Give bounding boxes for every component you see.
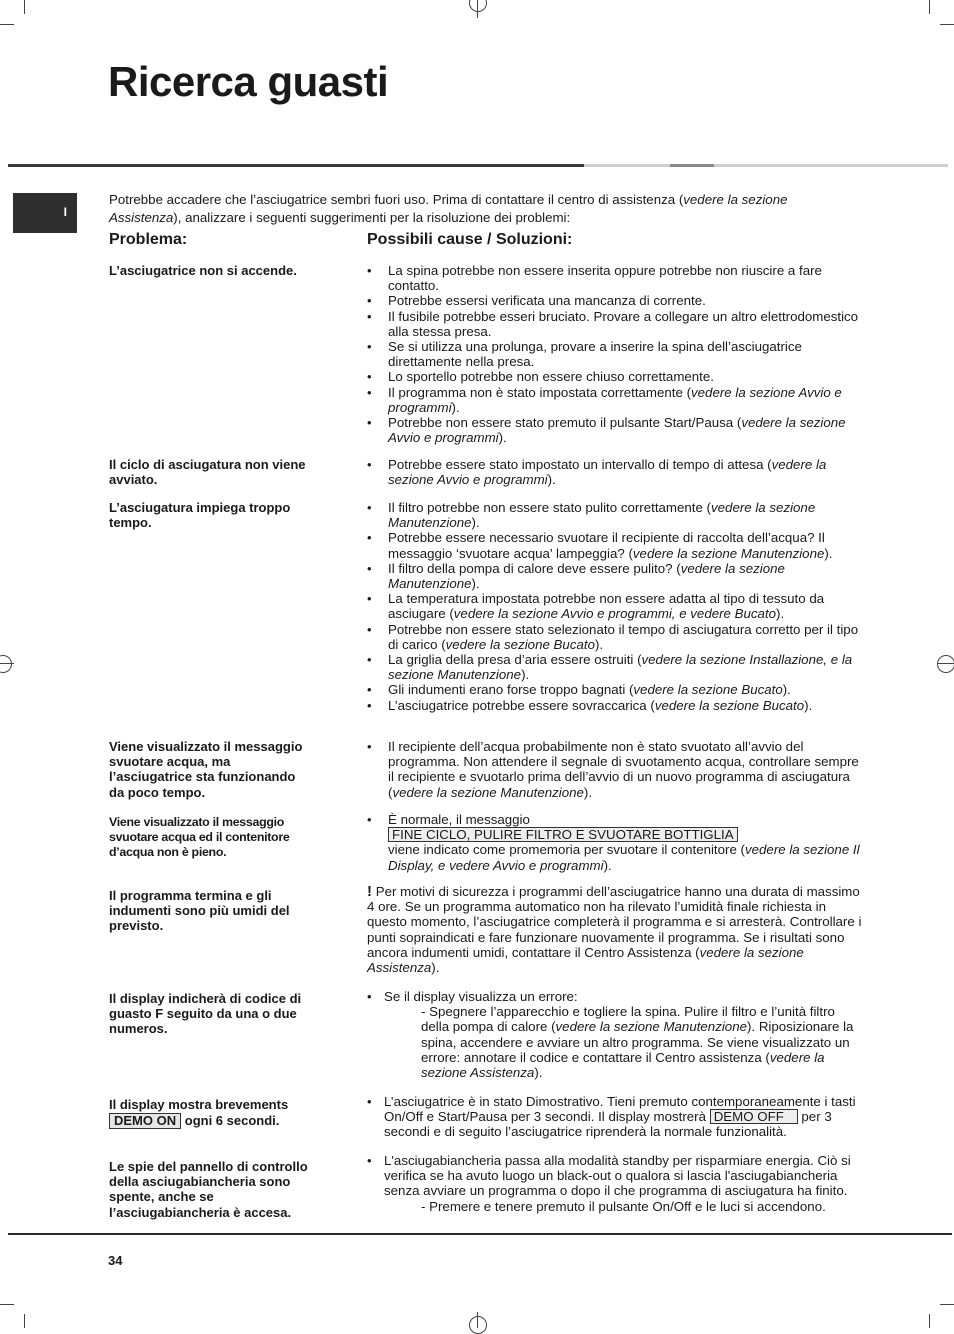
- display-message: FINE CICLO, PULIRE FILTRO E SVUOTARE BOTTIGLIA: [388, 827, 738, 842]
- solution-block: [367, 1094, 864, 1140]
- demo-on-badge: DEMO ON: [109, 1113, 181, 1129]
- crop-mark: [940, 24, 954, 25]
- list-item: • Potrebbe non essere stato premuto il pulsante Start/Pausa (vedere la sezione Avvio e programmi).: [367, 415, 862, 445]
- list-item: • È normale, il messaggio FINE CICLO, PULIRE FILTRO E SVUOTARE BOTTIGLIA viene indicato come promemoria per svuotare il contenitore (vedere la sezione Il Display, e vedere Avvio e programmi).: [367, 812, 862, 873]
- list-item: • Gli indumenti erano forse troppo bagnati (vedere la sezione Bucato).: [367, 682, 862, 697]
- solution-block: [367, 263, 862, 445]
- list-item: • Il recipiente dell’acqua probabilmente non è stato svuotato all’avvio del programma. Non attendere il segnale di svuotamento acqua, controllare sempre il recipiente e svuotarlo prima dell’avvio di un nuovo programma di asciugatura (vedere la sezione Manutenzione).: [367, 739, 862, 800]
- crop-mark: [24, 1314, 25, 1328]
- intro-text: ), analizzare i seguenti suggerimenti per la risoluzione dei problemi:: [173, 210, 571, 225]
- sub-instruction: - Premere e tenere premuto il pulsante On/Off e le luci si accendono.: [421, 1198, 826, 1214]
- crop-mark: [477, 0, 478, 18]
- demo-off-badge: DEMO OFF: [710, 1109, 798, 1124]
- problem-label: Il display mostra brevements DEMO ON ogni 6 secondi.: [109, 1097, 289, 1128]
- header-rule-light: [584, 164, 948, 167]
- solution-block: [367, 739, 862, 800]
- list-item: • Se il display visualizza un errore:: [367, 989, 862, 1004]
- footer-rule: [8, 1233, 952, 1235]
- problem-label: Il display indicherà di codice di guasto F seguito da una o due numeros.: [109, 991, 302, 1037]
- problem-label: Il ciclo di asciugatura non viene avviato.: [109, 457, 306, 488]
- list-item: • L’asciugatrice potrebbe essere sovraccarica (vedere la sezione Bucato).: [367, 698, 862, 713]
- problem-label: L’asciugatura impiega troppo tempo.: [109, 500, 291, 531]
- problem-label: L’asciugatrice non si accende.: [109, 263, 297, 278]
- language-tab-label: I: [63, 205, 67, 219]
- list-item: • Il filtro potrebbe non essere stato pulito correttamente (vedere la sezione Manutenzione).: [367, 500, 862, 530]
- list-item: • L'asciugabiancheria passa alla modalità standby per risparmiare energia. Ciò si verifica se ha avuto luogo un black-out o qualora si lascia l'asciugabiancheria senza avviare un programma o dopo il che programma di asciugatura ha finito.: [367, 1153, 864, 1199]
- header-rule-accent: [670, 164, 714, 167]
- problem-label: Viene visualizzato il messaggio svuotare acqua, ma l’asciugatrice sta funzionando da poco tempo.: [109, 739, 303, 800]
- crop-mark: [0, 663, 14, 664]
- solution-block: [367, 457, 862, 487]
- list-item: • Se si utilizza una prolunga, provare a inserire la spina dell’asciugatrice direttamente nella presa.: [367, 339, 862, 369]
- crop-mark: [940, 1304, 954, 1305]
- crop-mark: [929, 1314, 930, 1328]
- crop-mark: [938, 663, 954, 664]
- list-item: • Il fusibile potrebbe esseri bruciato. Provare a collegare un altro elettrodomestico alla stessa presa.: [367, 309, 862, 339]
- list-item: • Potrebbe non essere stato selezionato il tempo di asciugatura corretto per il tipo di carico (vedere la sezione Bucato).: [367, 622, 862, 652]
- crop-mark: [0, 1304, 14, 1305]
- crop-mark: [0, 24, 14, 25]
- sub-instruction: - Spegnere l’apparecchio e togliere la spina. Pulire il filtro e l’unità filtro della pompa di calore (vedere la sezione Manutenzione). Riposizionare la spina, accendere e avviare un altro programma. Se viene visualizzato un errore: annotare il codice e contattare il Centro assistenza (vedere la sezione Assistenza).: [421, 1004, 854, 1081]
- intro-text: Potrebbe accadere che l’asciugatrice sembri fuori uso. Prima di contattare il centro di assistenza (: [109, 192, 684, 207]
- crop-mark: [24, 0, 25, 14]
- solution-block: [367, 989, 862, 1080]
- solution-block: [367, 1153, 864, 1214]
- intro-reference: vedere la sezione Assistenza: [109, 192, 788, 225]
- registration-mark-icon: [937, 655, 954, 673]
- list-item: • La temperatura impostata potrebbe non essere adatta al tipo di tessuto da asciugare (vedere la sezione Avvio e programmi, e vedere Bucato).: [367, 591, 862, 621]
- list-item: • Lo sportello potrebbe non essere chiuso correttamente.: [367, 369, 862, 384]
- problem-label: Le spie del pannello di controllo della asciugabiancheria sono spente, anche se l’asciugabiancheria è accesa.: [109, 1159, 308, 1220]
- problem-label: Viene visualizzato il messaggio svuotare acqua ed il contenitore d’acqua non è pieno.: [109, 815, 290, 860]
- header-rule: [8, 164, 584, 167]
- page-number: 34: [108, 1253, 123, 1268]
- registration-mark-icon: [0, 655, 12, 673]
- causes-column-header: Possibili cause / Soluzioni:: [367, 231, 573, 248]
- language-tab: [13, 193, 77, 233]
- solution-block: [367, 500, 862, 713]
- list-item: • L’asciugatrice è in stato Dimostrativo. Tieni premuto contemporaneamente i tasti On/Off e Start/Pausa per 3 secondi. Il display mostrerà DEMO OFF per 3 secondi e di seguito l’asciugatrice riprenderà la normale funzionalità.: [367, 1094, 864, 1140]
- registration-mark-icon: [469, 0, 487, 12]
- list-item: • Potrebbe essere stato impostato un intervallo di tempo di attesa (vedere la sezione Avvio e programmi).: [367, 457, 862, 487]
- warning-icon: !: [367, 883, 372, 900]
- problem-label: Il programma termina e gli indumenti sono più umidi del previsto.: [109, 888, 290, 934]
- list-item: • La spina potrebbe non essere inserita oppure potrebbe non riuscire a fare contatto.: [367, 263, 862, 293]
- solution-block: ! Per motivi di sicurezza i programmi dell’asciugatrice hanno una durata di massimo 4 ore. Se un programma automatico non ha rilevato l’umidità finale richiesta in questo momento, l’asciugatrice completerà il programma e si arresterà. Controllare i punti sopraindicati e fare funzionare nuovamente il programma. Se i risultati sono ancora indumenti umidi, contattare il Centro Assistenza (vedere la sezione Assistenza).: [367, 883, 862, 976]
- list-item: • Il filtro della pompa di calore deve essere pulito? (vedere la sezione Manutenzione).: [367, 561, 862, 591]
- list-item: • Potrebbe essersi verificata una mancanza di corrente.: [367, 293, 862, 308]
- list-item: • Potrebbe essere necessario svuotare il recipiente di raccolta dell’acqua? Il messaggio ‘svuotare acqua’ lampeggia? (vedere la sezione Manutenzione).: [367, 530, 862, 560]
- problem-column-header: Problema:: [109, 231, 188, 248]
- registration-mark-icon: [469, 1316, 487, 1334]
- crop-mark: [929, 0, 930, 14]
- intro-paragraph: [109, 191, 829, 227]
- list-item: • Il programma non è stato impostata correttamente (vedere la sezione Avvio e programmi).: [367, 385, 862, 415]
- list-item: • La griglia della presa d’aria essere ostruiti (vedere la sezione Installazione, e la sezione Manutenzione).: [367, 652, 862, 682]
- crop-mark: [477, 1312, 478, 1328]
- solution-block: [367, 812, 862, 873]
- page-title: Ricerca guasti: [108, 58, 389, 105]
